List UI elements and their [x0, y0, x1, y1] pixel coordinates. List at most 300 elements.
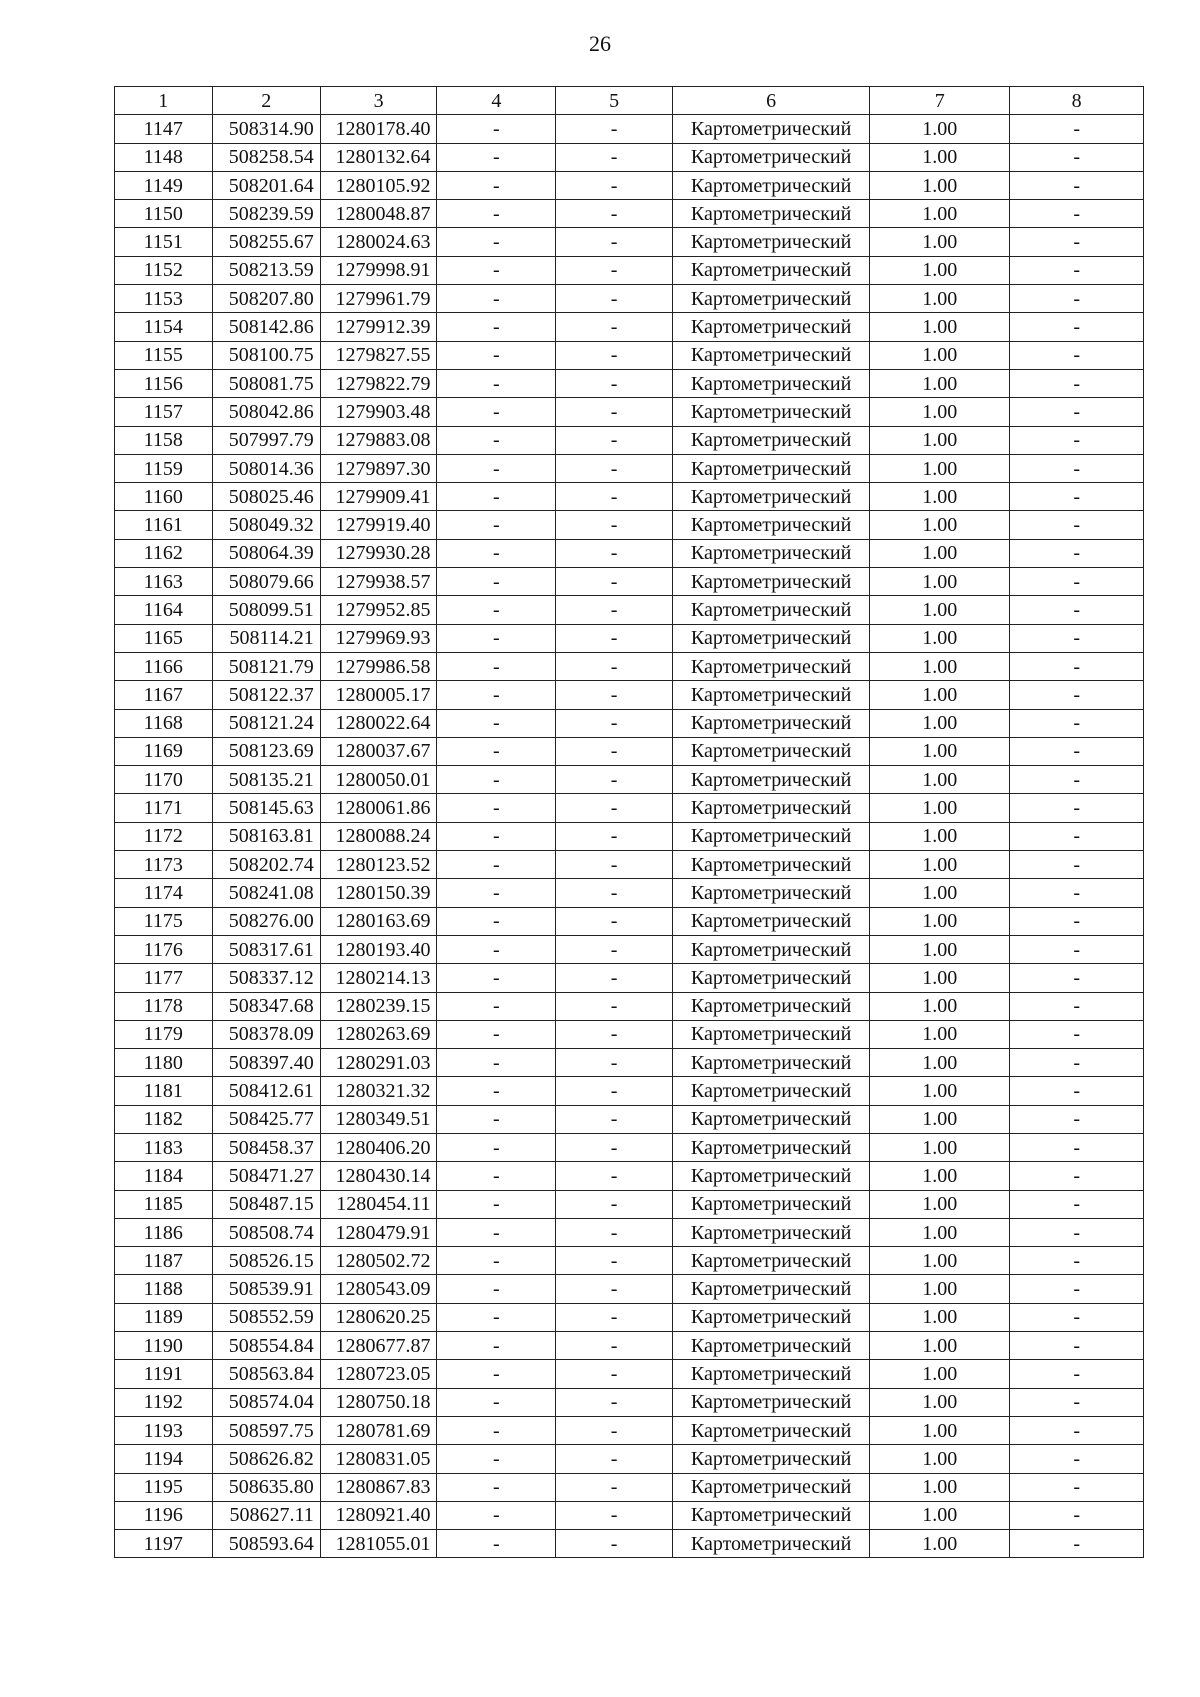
accuracy-cell: 1.00 [870, 681, 1010, 709]
coordinates-table [114, 86, 1144, 1558]
method-cell: Картометрический [672, 1020, 869, 1048]
x-coordinate-cell: 508201.64 [212, 171, 320, 199]
y-coordinate-cell: 1280178.40 [320, 115, 437, 143]
method-cell: Картометрический [672, 115, 869, 143]
accuracy-cell: 1.00 [870, 539, 1010, 567]
point-number-cell: 1184 [115, 1162, 213, 1190]
accuracy-cell: 1.00 [870, 341, 1010, 369]
x-coordinate-cell: 508064.39 [212, 539, 320, 567]
table-row [115, 454, 1144, 482]
column-4-cell: - [437, 1162, 556, 1190]
column-5-cell: - [556, 539, 673, 567]
column-5-cell: - [556, 652, 673, 680]
table-row [115, 935, 1144, 963]
method-cell: Картометрический [672, 652, 869, 680]
column-8-cell: - [1010, 256, 1144, 284]
x-coordinate-cell: 508121.79 [212, 652, 320, 680]
accuracy-cell: 1.00 [870, 369, 1010, 397]
method-cell: Картометрический [672, 1416, 869, 1444]
column-4-cell: - [437, 596, 556, 624]
x-coordinate-cell: 508258.54 [212, 143, 320, 171]
table-row [115, 822, 1144, 850]
column-8-cell: - [1010, 454, 1144, 482]
accuracy-cell: 1.00 [870, 794, 1010, 822]
y-coordinate-cell: 1279919.40 [320, 511, 437, 539]
method-cell: Картометрический [672, 1332, 869, 1360]
column-5-cell: - [556, 115, 673, 143]
y-coordinate-cell: 1279827.55 [320, 341, 437, 369]
column-8-cell: - [1010, 1530, 1144, 1558]
method-cell: Картометрический [672, 1275, 869, 1303]
column-8-cell: - [1010, 483, 1144, 511]
method-cell: Картометрический [672, 1388, 869, 1416]
y-coordinate-cell: 1280430.14 [320, 1162, 437, 1190]
column-8-cell: - [1010, 737, 1144, 765]
point-number-cell: 1147 [115, 115, 213, 143]
y-coordinate-cell: 1279986.58 [320, 652, 437, 680]
accuracy-cell: 1.00 [870, 992, 1010, 1020]
x-coordinate-cell: 508114.21 [212, 624, 320, 652]
table-row [115, 1360, 1144, 1388]
column-8-cell: - [1010, 652, 1144, 680]
point-number-cell: 1196 [115, 1501, 213, 1529]
method-cell: Картометрический [672, 935, 869, 963]
point-number-cell: 1148 [115, 143, 213, 171]
y-coordinate-cell: 1280088.24 [320, 822, 437, 850]
y-coordinate-cell: 1279903.48 [320, 398, 437, 426]
point-number-cell: 1152 [115, 256, 213, 284]
table-row [115, 143, 1144, 171]
column-header: 1 [115, 87, 213, 115]
y-coordinate-cell: 1279952.85 [320, 596, 437, 624]
point-number-cell: 1174 [115, 879, 213, 907]
x-coordinate-cell: 508121.24 [212, 709, 320, 737]
column-4-cell: - [437, 964, 556, 992]
y-coordinate-cell: 1280349.51 [320, 1105, 437, 1133]
method-cell: Картометрический [672, 1077, 869, 1105]
accuracy-cell: 1.00 [870, 851, 1010, 879]
method-cell: Картометрический [672, 1190, 869, 1218]
table-row [115, 171, 1144, 199]
method-cell: Картометрический [672, 879, 869, 907]
accuracy-cell: 1.00 [870, 454, 1010, 482]
accuracy-cell: 1.00 [870, 398, 1010, 426]
table-row [115, 313, 1144, 341]
point-number-cell: 1189 [115, 1303, 213, 1331]
accuracy-cell: 1.00 [870, 1388, 1010, 1416]
x-coordinate-cell: 508123.69 [212, 737, 320, 765]
table-row [115, 1218, 1144, 1246]
x-coordinate-cell: 508635.80 [212, 1473, 320, 1501]
column-5-cell: - [556, 369, 673, 397]
column-5-cell: - [556, 1332, 673, 1360]
accuracy-cell: 1.00 [870, 1416, 1010, 1444]
y-coordinate-cell: 1280454.11 [320, 1190, 437, 1218]
table-row [115, 200, 1144, 228]
x-coordinate-cell: 508626.82 [212, 1445, 320, 1473]
table-row [115, 426, 1144, 454]
column-8-cell: - [1010, 1020, 1144, 1048]
point-number-cell: 1177 [115, 964, 213, 992]
column-8-cell: - [1010, 171, 1144, 199]
method-cell: Картометрический [672, 851, 869, 879]
table-row [115, 1445, 1144, 1473]
x-coordinate-cell: 508042.86 [212, 398, 320, 426]
method-cell: Картометрический [672, 398, 869, 426]
table-row [115, 907, 1144, 935]
column-4-cell: - [437, 1133, 556, 1161]
column-header: 6 [672, 87, 869, 115]
y-coordinate-cell: 1280163.69 [320, 907, 437, 935]
table-row [115, 1332, 1144, 1360]
y-coordinate-cell: 1280291.03 [320, 1049, 437, 1077]
table-row [115, 992, 1144, 1020]
point-number-cell: 1156 [115, 369, 213, 397]
column-8-cell: - [1010, 766, 1144, 794]
accuracy-cell: 1.00 [870, 115, 1010, 143]
table-header-row [115, 87, 1144, 115]
x-coordinate-cell: 508563.84 [212, 1360, 320, 1388]
accuracy-cell: 1.00 [870, 766, 1010, 794]
column-4-cell: - [437, 454, 556, 482]
y-coordinate-cell: 1280263.69 [320, 1020, 437, 1048]
accuracy-cell: 1.00 [870, 200, 1010, 228]
column-5-cell: - [556, 511, 673, 539]
y-coordinate-cell: 1279822.79 [320, 369, 437, 397]
column-8-cell: - [1010, 1303, 1144, 1331]
column-5-cell: - [556, 1416, 673, 1444]
y-coordinate-cell: 1279883.08 [320, 426, 437, 454]
column-5-cell: - [556, 1133, 673, 1161]
column-8-cell: - [1010, 794, 1144, 822]
x-coordinate-cell: 507997.79 [212, 426, 320, 454]
column-8-cell: - [1010, 285, 1144, 313]
column-4-cell: - [437, 737, 556, 765]
column-4-cell: - [437, 115, 556, 143]
y-coordinate-cell: 1280831.05 [320, 1445, 437, 1473]
column-5-cell: - [556, 1360, 673, 1388]
table-row [115, 568, 1144, 596]
y-coordinate-cell: 1280037.67 [320, 737, 437, 765]
point-number-cell: 1155 [115, 341, 213, 369]
x-coordinate-cell: 508100.75 [212, 341, 320, 369]
table-row [115, 766, 1144, 794]
column-5-cell: - [556, 907, 673, 935]
accuracy-cell: 1.00 [870, 1530, 1010, 1558]
table-row [115, 398, 1144, 426]
column-4-cell: - [437, 1247, 556, 1275]
method-cell: Картометрический [672, 369, 869, 397]
column-8-cell: - [1010, 1162, 1144, 1190]
column-8-cell: - [1010, 511, 1144, 539]
point-number-cell: 1186 [115, 1218, 213, 1246]
column-5-cell: - [556, 935, 673, 963]
point-number-cell: 1168 [115, 709, 213, 737]
column-4-cell: - [437, 398, 556, 426]
column-5-cell: - [556, 851, 673, 879]
column-4-cell: - [437, 483, 556, 511]
point-number-cell: 1149 [115, 171, 213, 199]
column-8-cell: - [1010, 143, 1144, 171]
column-header: 7 [870, 87, 1010, 115]
column-5-cell: - [556, 313, 673, 341]
column-4-cell: - [437, 341, 556, 369]
column-8-cell: - [1010, 1049, 1144, 1077]
table-row [115, 228, 1144, 256]
x-coordinate-cell: 508081.75 [212, 369, 320, 397]
column-8-cell: - [1010, 1388, 1144, 1416]
column-8-cell: - [1010, 596, 1144, 624]
method-cell: Картометрический [672, 794, 869, 822]
column-4-cell: - [437, 1049, 556, 1077]
accuracy-cell: 1.00 [870, 1020, 1010, 1048]
point-number-cell: 1173 [115, 851, 213, 879]
x-coordinate-cell: 508627.11 [212, 1501, 320, 1529]
accuracy-cell: 1.00 [870, 1501, 1010, 1529]
method-cell: Картометрический [672, 143, 869, 171]
point-number-cell: 1151 [115, 228, 213, 256]
column-4-cell: - [437, 1190, 556, 1218]
column-4-cell: - [437, 1530, 556, 1558]
column-8-cell: - [1010, 935, 1144, 963]
column-5-cell: - [556, 426, 673, 454]
x-coordinate-cell: 508378.09 [212, 1020, 320, 1048]
column-8-cell: - [1010, 426, 1144, 454]
column-8-cell: - [1010, 822, 1144, 850]
column-5-cell: - [556, 1162, 673, 1190]
accuracy-cell: 1.00 [870, 964, 1010, 992]
table-row [115, 652, 1144, 680]
column-8-cell: - [1010, 1275, 1144, 1303]
method-cell: Картометрический [672, 907, 869, 935]
column-8-cell: - [1010, 1133, 1144, 1161]
x-coordinate-cell: 508255.67 [212, 228, 320, 256]
column-4-cell: - [437, 285, 556, 313]
column-8-cell: - [1010, 1360, 1144, 1388]
x-coordinate-cell: 508314.90 [212, 115, 320, 143]
x-coordinate-cell: 508014.36 [212, 454, 320, 482]
table-row [115, 681, 1144, 709]
column-8-cell: - [1010, 681, 1144, 709]
y-coordinate-cell: 1280723.05 [320, 1360, 437, 1388]
table-row [115, 596, 1144, 624]
column-8-cell: - [1010, 1473, 1144, 1501]
accuracy-cell: 1.00 [870, 426, 1010, 454]
column-5-cell: - [556, 285, 673, 313]
point-number-cell: 1153 [115, 285, 213, 313]
method-cell: Картометрический [672, 1049, 869, 1077]
column-8-cell: - [1010, 879, 1144, 907]
accuracy-cell: 1.00 [870, 1275, 1010, 1303]
column-5-cell: - [556, 1275, 673, 1303]
table-row [115, 369, 1144, 397]
table-row [115, 285, 1144, 313]
column-8-cell: - [1010, 1501, 1144, 1529]
x-coordinate-cell: 508145.63 [212, 794, 320, 822]
x-coordinate-cell: 508122.37 [212, 681, 320, 709]
method-cell: Картометрический [672, 1445, 869, 1473]
y-coordinate-cell: 1280123.52 [320, 851, 437, 879]
y-coordinate-cell: 1280193.40 [320, 935, 437, 963]
table-row [115, 1020, 1144, 1048]
y-coordinate-cell: 1279909.41 [320, 483, 437, 511]
accuracy-cell: 1.00 [870, 143, 1010, 171]
accuracy-cell: 1.00 [870, 935, 1010, 963]
point-number-cell: 1181 [115, 1077, 213, 1105]
column-5-cell: - [556, 964, 673, 992]
method-cell: Картометрический [672, 1303, 869, 1331]
column-4-cell: - [437, 907, 556, 935]
table-row [115, 1501, 1144, 1529]
column-4-cell: - [437, 1388, 556, 1416]
table-row [115, 794, 1144, 822]
table-row [115, 539, 1144, 567]
method-cell: Картометрический [672, 454, 869, 482]
y-coordinate-cell: 1280620.25 [320, 1303, 437, 1331]
column-5-cell: - [556, 794, 673, 822]
x-coordinate-cell: 508337.12 [212, 964, 320, 992]
method-cell: Картометрический [672, 1360, 869, 1388]
accuracy-cell: 1.00 [870, 256, 1010, 284]
point-number-cell: 1185 [115, 1190, 213, 1218]
column-5-cell: - [556, 596, 673, 624]
accuracy-cell: 1.00 [870, 652, 1010, 680]
column-8-cell: - [1010, 1416, 1144, 1444]
column-5-cell: - [556, 171, 673, 199]
column-5-cell: - [556, 1190, 673, 1218]
point-number-cell: 1194 [115, 1445, 213, 1473]
method-cell: Картометрический [672, 568, 869, 596]
table-row [115, 1275, 1144, 1303]
table-row [115, 1247, 1144, 1275]
y-coordinate-cell: 1279998.91 [320, 256, 437, 284]
method-cell: Картометрический [672, 228, 869, 256]
y-coordinate-cell: 1279938.57 [320, 568, 437, 596]
point-number-cell: 1175 [115, 907, 213, 935]
x-coordinate-cell: 508347.68 [212, 992, 320, 1020]
point-number-cell: 1188 [115, 1275, 213, 1303]
column-4-cell: - [437, 709, 556, 737]
accuracy-cell: 1.00 [870, 1077, 1010, 1105]
column-header: 5 [556, 87, 673, 115]
y-coordinate-cell: 1280781.69 [320, 1416, 437, 1444]
point-number-cell: 1157 [115, 398, 213, 426]
column-4-cell: - [437, 794, 556, 822]
method-cell: Картометрический [672, 1247, 869, 1275]
column-4-cell: - [437, 1416, 556, 1444]
y-coordinate-cell: 1280050.01 [320, 766, 437, 794]
column-4-cell: - [437, 1445, 556, 1473]
column-8-cell: - [1010, 1077, 1144, 1105]
x-coordinate-cell: 508539.91 [212, 1275, 320, 1303]
x-coordinate-cell: 508239.59 [212, 200, 320, 228]
column-4-cell: - [437, 1275, 556, 1303]
accuracy-cell: 1.00 [870, 596, 1010, 624]
method-cell: Картометрический [672, 737, 869, 765]
x-coordinate-cell: 508099.51 [212, 596, 320, 624]
table-row [115, 1473, 1144, 1501]
accuracy-cell: 1.00 [870, 1133, 1010, 1161]
column-4-cell: - [437, 426, 556, 454]
column-4-cell: - [437, 200, 556, 228]
table-row [115, 709, 1144, 737]
column-4-cell: - [437, 681, 556, 709]
table-row [115, 879, 1144, 907]
y-coordinate-cell: 1280132.64 [320, 143, 437, 171]
column-4-cell: - [437, 568, 556, 596]
table-row [115, 341, 1144, 369]
x-coordinate-cell: 508025.46 [212, 483, 320, 511]
method-cell: Картометрический [672, 1473, 869, 1501]
method-cell: Картометрический [672, 1162, 869, 1190]
point-number-cell: 1169 [115, 737, 213, 765]
column-8-cell: - [1010, 1445, 1144, 1473]
table-row [115, 737, 1144, 765]
y-coordinate-cell: 1280406.20 [320, 1133, 437, 1161]
column-5-cell: - [556, 398, 673, 426]
column-8-cell: - [1010, 568, 1144, 596]
method-cell: Картометрический [672, 681, 869, 709]
accuracy-cell: 1.00 [870, 1162, 1010, 1190]
column-8-cell: - [1010, 964, 1144, 992]
column-5-cell: - [556, 1501, 673, 1529]
point-number-cell: 1150 [115, 200, 213, 228]
column-5-cell: - [556, 1218, 673, 1246]
accuracy-cell: 1.00 [870, 1105, 1010, 1133]
column-header: 8 [1010, 87, 1144, 115]
column-5-cell: - [556, 228, 673, 256]
column-5-cell: - [556, 766, 673, 794]
accuracy-cell: 1.00 [870, 624, 1010, 652]
accuracy-cell: 1.00 [870, 228, 1010, 256]
point-number-cell: 1164 [115, 596, 213, 624]
column-8-cell: - [1010, 1332, 1144, 1360]
column-5-cell: - [556, 1020, 673, 1048]
column-8-cell: - [1010, 398, 1144, 426]
x-coordinate-cell: 508487.15 [212, 1190, 320, 1218]
table-row [115, 1077, 1144, 1105]
table-row [115, 624, 1144, 652]
x-coordinate-cell: 508163.81 [212, 822, 320, 850]
point-number-cell: 1192 [115, 1388, 213, 1416]
method-cell: Картометрический [672, 822, 869, 850]
column-5-cell: - [556, 1388, 673, 1416]
x-coordinate-cell: 508508.74 [212, 1218, 320, 1246]
column-5-cell: - [556, 1077, 673, 1105]
column-4-cell: - [437, 1020, 556, 1048]
y-coordinate-cell: 1279930.28 [320, 539, 437, 567]
method-cell: Картометрический [672, 766, 869, 794]
method-cell: Картометрический [672, 285, 869, 313]
method-cell: Картометрический [672, 171, 869, 199]
column-8-cell: - [1010, 992, 1144, 1020]
y-coordinate-cell: 1280867.83 [320, 1473, 437, 1501]
x-coordinate-cell: 508135.21 [212, 766, 320, 794]
point-number-cell: 1193 [115, 1416, 213, 1444]
method-cell: Картометрический [672, 1105, 869, 1133]
column-4-cell: - [437, 766, 556, 794]
column-5-cell: - [556, 1049, 673, 1077]
column-5-cell: - [556, 681, 673, 709]
column-5-cell: - [556, 341, 673, 369]
y-coordinate-cell: 1280150.39 [320, 879, 437, 907]
accuracy-cell: 1.00 [870, 483, 1010, 511]
column-5-cell: - [556, 256, 673, 284]
point-number-cell: 1162 [115, 539, 213, 567]
column-header: 4 [437, 87, 556, 115]
method-cell: Картометрический [672, 709, 869, 737]
y-coordinate-cell: 1280061.86 [320, 794, 437, 822]
